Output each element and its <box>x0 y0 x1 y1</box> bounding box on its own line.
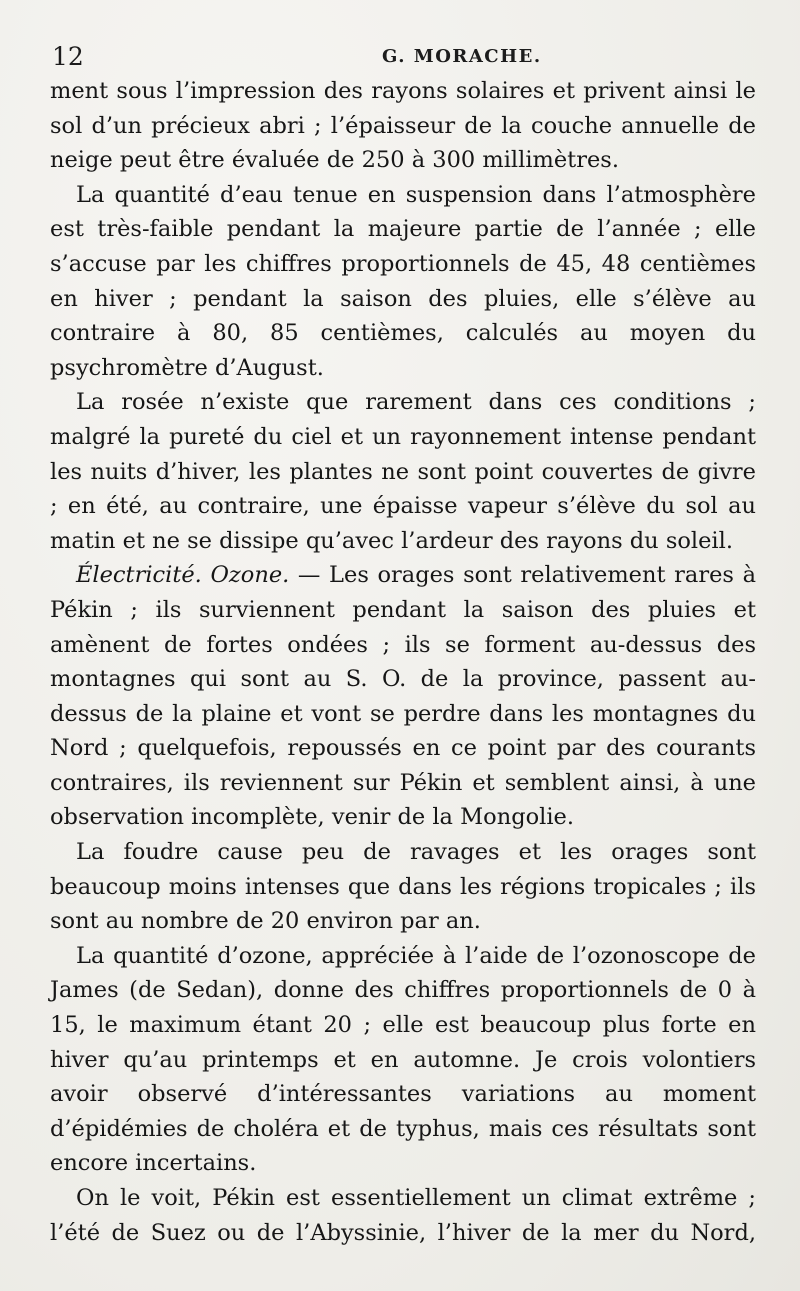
section-lead-title: Électricité. Ozone. <box>76 562 290 589</box>
body-text <box>50 74 756 1250</box>
paragraph-humidity <box>50 178 756 386</box>
paragraph-text: On le voit, Pékin est essentiellement un climat extrême ; l’été de Suez ou de l’Abyssinie, l’hiver de la mer du Nord, <box>50 1185 756 1246</box>
paragraph-conclusion <box>50 1181 756 1250</box>
paragraph-text: La quantité d’eau tenue en suspension dans l’atmosphère est très-faible pendant la majeure partie de l’année ; elle s’accuse par les chiffres proportionnels de 45, 48 centièmes en hiver ; pendant la saison des pluies, elle s’élève au contraire à 80, 85 centièmes, calculés au moyen du psychromètre d’August. <box>50 181 756 381</box>
running-head: G. MORACHE. <box>382 46 542 67</box>
page-header <box>52 42 752 72</box>
paragraph-lightning <box>50 835 756 939</box>
paragraph-continuation <box>50 74 756 178</box>
paragraph-text: La foudre cause peu de ravages et les orages sont beaucoup moins intenses que dans les régions tropicales ; ils sont au nombre de 20 environ par an. <box>50 839 756 935</box>
paragraph-dew <box>50 385 756 558</box>
paragraph-text: — Les orages sont relativement rares à Pékin ; ils surviennent pendant la saison des pluies et amènent de fortes ondées ; ils se forment au-dessus des montagnes qui sont au S. O. de la province, passent au-dessus de la plaine et vont se perdre dans les montagnes du Nord ; quelquefois, repoussés en ce point par des courants contraires, ils reviennent sur Pékin et semblent ainsi, à une observation incomplète, venir de la Mongolie. <box>50 562 756 831</box>
paragraph-ozone <box>50 939 756 1181</box>
paragraph-text: La quantité d’ozone, appréciée à l’aide de l’ozonoscope de James (de Sedan), donne des chiffres proportionnels de 0 à 15, le maximum étant 20 ; elle est beaucoup plus forte en hiver qu’au printemps et en automne. Je crois volontiers avoir observé d’intéressantes variations au moment d’épidémies de choléra et de typhus, mais ces résultats sont encore incertains. <box>50 942 756 1177</box>
paragraph-electricity <box>50 558 756 835</box>
page-number: 12 <box>52 42 84 71</box>
paragraph-text: ment sous l’impression des rayons solaires et privent ainsi le sol d’un précieux abri ; l’épaisseur de la couche annuelle de neige peut être évaluée de 250 à 300 millimètres. <box>50 78 756 174</box>
paragraph-text: La rosée n’existe que rarement dans ces conditions ; malgré la pureté du ciel et un rayonnement intense pendant les nuits d’hiver, les plantes ne sont point couvertes de givre ; en été, au contraire, une épaisse vapeur s’élève du sol au matin et ne se dissipe qu’avec l’ardeur des rayons du soleil. <box>50 389 756 554</box>
